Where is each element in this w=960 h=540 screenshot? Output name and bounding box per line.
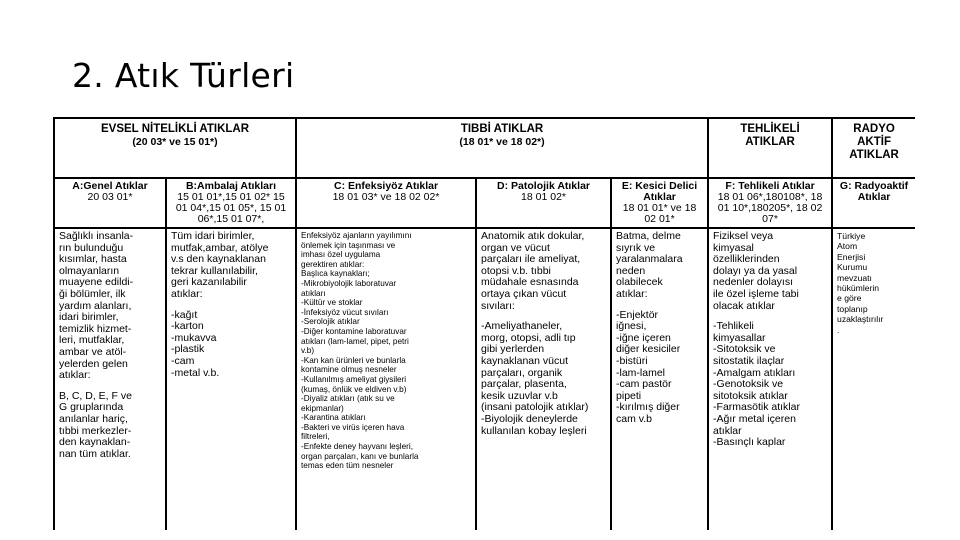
- column-codes: 18 01 03* ve 18 02 02*: [332, 191, 440, 203]
- content-line: imhası özel uygulama: [301, 250, 381, 260]
- column-header: [832, 178, 915, 228]
- content-line: yaralanmalara: [616, 253, 683, 266]
- content-line: leri, mutfaklar,: [59, 334, 125, 347]
- content-line: atıklar: [713, 424, 742, 437]
- content-line: yelerden gelen: [59, 357, 128, 370]
- content-line: anılanlar hariç,: [59, 412, 128, 425]
- content-line: -karton: [171, 320, 204, 333]
- content-line: olmayanların: [59, 264, 120, 277]
- content-line: atıklar:: [59, 369, 91, 382]
- content-line: gibi yerlerden: [481, 343, 545, 356]
- column-header-row: [54, 178, 915, 228]
- column-name: A:Genel Atıklar: [72, 180, 148, 192]
- column-name: C: Enfeksiyöz Atıklar: [333, 180, 439, 192]
- content-line: organ parçaları, kanı ve bunlarla: [301, 451, 419, 461]
- column-header: [611, 178, 708, 228]
- content-cell: [832, 228, 915, 530]
- content-line: G gruplarında: [59, 401, 124, 414]
- content-line: -metal v.b.: [171, 366, 220, 379]
- content-line: -Genotoksik ve: [713, 378, 784, 391]
- content-line: önlemek için taşınması ve: [301, 240, 396, 250]
- content-line: -Basınçlı kaplar: [713, 436, 786, 449]
- content-line: -İnfeksiyöz vücut sıvıları: [301, 307, 389, 317]
- group-header-evsel: [54, 118, 296, 178]
- content-line: organ ve vücut: [481, 241, 550, 254]
- content-line: kontamine olmuş nesneler: [301, 365, 397, 375]
- content-line: Atom: [837, 241, 858, 252]
- content-line: -kağıt: [171, 308, 198, 321]
- content-line: neden: [616, 264, 646, 277]
- column-codes: 15 01 01*,15 01 02* 15 01 04*,15 01 05*, 15 01 06*,15 01 07*,: [175, 191, 287, 225]
- content-cell: [476, 228, 611, 530]
- content-line: -Ağır metal içeren: [713, 412, 796, 425]
- content-line: atıklar:: [616, 287, 648, 300]
- content-line: kesik uzuvlar v.b: [481, 389, 558, 402]
- content-row: [54, 228, 915, 530]
- content-line: -Ameliyathaneler,: [481, 320, 563, 333]
- column-header: [476, 178, 611, 228]
- content-line: olacak atıklar: [713, 299, 775, 312]
- group-title: TIBBİ ATIKLAR: [460, 123, 544, 135]
- content-line: morg, otopsi, adli tıp: [481, 331, 576, 344]
- content-line: Enerjisi: [837, 251, 866, 262]
- content-line: kimyasallar: [713, 331, 766, 344]
- content-line: tıbbi merkezler-: [59, 424, 132, 437]
- content-cell: [166, 228, 296, 530]
- content-line: Türkiye: [837, 231, 866, 241]
- waste-types-table-container: [53, 117, 915, 530]
- content-line: tekrar kullanılabilir,: [171, 264, 258, 277]
- content-line: den kaynaklan-: [59, 436, 131, 449]
- content-line: B, C, D, E, F ve: [59, 389, 132, 402]
- content-cell: [54, 228, 166, 530]
- content-line: kimyasal: [713, 241, 754, 254]
- content-line: pipeti: [616, 389, 642, 402]
- group-title: EVSEL NİTELİKLİ ATIKLAR: [101, 123, 250, 135]
- content-line: Enfeksiyöz ajanların yayılımını: [301, 231, 412, 240]
- slide-title: 2. Atık Türleri: [72, 56, 295, 95]
- content-line: -Diğer kontamine laboratuvar: [301, 326, 407, 336]
- column-codes: 18 01 01* ve 18 02 01*: [622, 202, 697, 225]
- column-header: [708, 178, 832, 228]
- content-line: rın bulunduğu: [59, 241, 124, 254]
- column-header: [166, 178, 296, 228]
- content-line: (kumaş, önlük ve eldiven v.b): [301, 384, 407, 394]
- content-line: -Tehlikeli: [713, 320, 754, 333]
- waste-types-table: [53, 117, 915, 530]
- group-header-row: [54, 118, 915, 178]
- content-line: toplanıp: [837, 303, 868, 314]
- content-line: sitotoksik atıklar: [713, 389, 788, 402]
- content-line: Başlıca kaynakları;: [301, 269, 370, 279]
- content-line: geri kazanılabilir: [171, 276, 247, 289]
- content-line: ile özel işleme tabi: [713, 287, 799, 300]
- content-line: hükümlerin: [837, 283, 880, 294]
- content-line: -Farmasötik atıklar: [713, 401, 800, 414]
- content-line: v.b): [301, 346, 315, 356]
- content-line: filtreleri,: [301, 432, 330, 442]
- content-line: -Enjektör: [616, 308, 659, 321]
- content-line: otopsi v.b. tıbbi: [481, 264, 551, 277]
- content-line: -lam-lamel: [616, 366, 666, 379]
- content-line: atıklar:: [171, 287, 203, 300]
- content-line: (insani patolojik atıklar): [481, 401, 589, 414]
- content-line: -iğne içeren: [616, 331, 671, 344]
- content-line: mutfak,ambar, atölye: [171, 241, 269, 254]
- content-cell: [708, 228, 832, 530]
- content-line: ambar ve atöl-: [59, 345, 127, 358]
- column-codes: 18 01 02*: [521, 191, 566, 203]
- content-line: -Kullanılmış ameliyat giysileri: [301, 374, 407, 384]
- content-line: idari birimler,: [59, 311, 119, 324]
- group-header-radyoaktif: [832, 118, 915, 178]
- column-name: F: Tehlikeli Atıklar: [725, 180, 815, 192]
- content-line: kaynaklanan vücut: [481, 354, 568, 367]
- column-codes: 20 03 01*: [87, 191, 133, 203]
- content-line: özelliklerinden: [713, 253, 780, 266]
- content-line: olabilecek: [616, 276, 663, 289]
- column-codes: 18 01 06*,180108*, 18 01 10*,180205*, 18 02 07*: [717, 191, 823, 225]
- content-line: parçalar, plasenta,: [481, 378, 567, 391]
- content-line: gerektiren atıklar:: [301, 259, 365, 269]
- content-line: diğer kesiciler: [616, 343, 681, 356]
- content-line: iğnesi,: [616, 320, 647, 333]
- column-name: G: Radyoaktif Atıklar: [839, 180, 909, 203]
- content-line: -kırılmış diğer: [616, 401, 680, 414]
- column-name: D: Patolojik Atıklar: [497, 180, 590, 192]
- content-line: Kurumu: [837, 262, 868, 273]
- column-header: [54, 178, 166, 228]
- content-line: temizlik hizmet-: [59, 322, 132, 335]
- content-line: parçaları ile ameliyat,: [481, 253, 581, 266]
- content-line: v.s den kaynaklanan: [171, 253, 266, 266]
- content-line: -Diyaliz atıkları (atık su ve: [301, 394, 395, 404]
- content-line: -cam: [171, 354, 195, 367]
- group-header-tehlikeli: [708, 118, 832, 178]
- content-line: sıyrık ve: [616, 241, 656, 254]
- content-line: dolayı ya da yasal: [713, 264, 798, 277]
- content-line: -Sitotoksik ve: [713, 343, 776, 356]
- content-line: atıkları (lam-lamel, pipet, petri: [301, 336, 409, 346]
- group-subtitle: (18 01* ve 18 02*): [459, 136, 545, 148]
- content-line: kısımlar, hasta: [59, 253, 127, 266]
- content-line: nedenler dolayısı: [713, 276, 794, 289]
- group-header-tibbi: [296, 118, 708, 178]
- content-line: temas eden tüm nesneler: [301, 461, 394, 471]
- content-line: nan tüm atıklar.: [59, 447, 131, 460]
- group-title: TEHLİKELİ ATIKLAR: [740, 123, 800, 148]
- content-line: atıkları: [301, 288, 326, 298]
- content-line: müdahale esnasında: [481, 276, 579, 289]
- content-line: e göre: [837, 293, 862, 304]
- content-line: ği bölümler, ilk: [59, 287, 126, 300]
- content-line: -Mikrobiyolojik laboratuvar: [301, 278, 397, 288]
- content-line: Batma, delme: [616, 230, 681, 242]
- column-name: E: Kesici Delici Atıklar: [621, 180, 698, 203]
- column-header: [296, 178, 476, 228]
- content-line: -Kültür ve stoklar: [301, 298, 363, 308]
- column-name: B:Ambalaj Atıkları: [185, 180, 277, 192]
- content-line: -Karantina atıkları: [301, 413, 366, 423]
- content-line: Fiziksel veya: [713, 230, 774, 242]
- content-line: .: [837, 324, 840, 335]
- content-line: Tüm idari birimler,: [171, 230, 255, 242]
- content-line: -mukavva: [171, 331, 217, 344]
- content-line: Sağlıklı insanla-: [59, 230, 134, 242]
- content-line: ortaya çıkan vücut: [481, 287, 567, 300]
- content-line: muayene edildi-: [59, 276, 134, 289]
- content-line: -bistüri: [616, 354, 648, 367]
- content-line: ekipmanlar): [301, 403, 344, 413]
- group-title: RADYO AKTİF ATIKLAR: [849, 123, 899, 161]
- content-line: -Biyolojik deneylerde: [481, 412, 578, 425]
- content-line: -cam pastör: [616, 378, 672, 391]
- content-line: mevzuatı: [837, 272, 872, 283]
- content-line: uzaklaştırılır: [837, 314, 884, 325]
- content-line: sıvıları:: [481, 299, 515, 312]
- content-line: parçaları, organik: [481, 366, 563, 379]
- content-line: -plastik: [171, 343, 205, 356]
- content-line: -Kan kan ürünleri ve bunlarla: [301, 355, 406, 365]
- content-line: -Serolojik atıklar: [301, 317, 360, 327]
- content-line: yardım alanları,: [59, 299, 132, 312]
- content-line: cam v.b: [616, 412, 652, 425]
- content-cell: [611, 228, 708, 530]
- content-line: kullanılan kobay leşleri: [481, 424, 587, 437]
- content-line: -Bakteri ve virüs içeren hava: [301, 422, 405, 432]
- content-line: -Amalgam atıkları: [713, 366, 796, 379]
- content-cell: [296, 228, 476, 530]
- content-line: Anatomik atık dokular,: [481, 230, 585, 242]
- content-line: -Enfekte deney hayvanı leşleri,: [301, 442, 413, 452]
- group-subtitle: (20 03* ve 15 01*): [132, 136, 218, 148]
- content-line: sitostatik ilaçlar: [713, 354, 785, 367]
